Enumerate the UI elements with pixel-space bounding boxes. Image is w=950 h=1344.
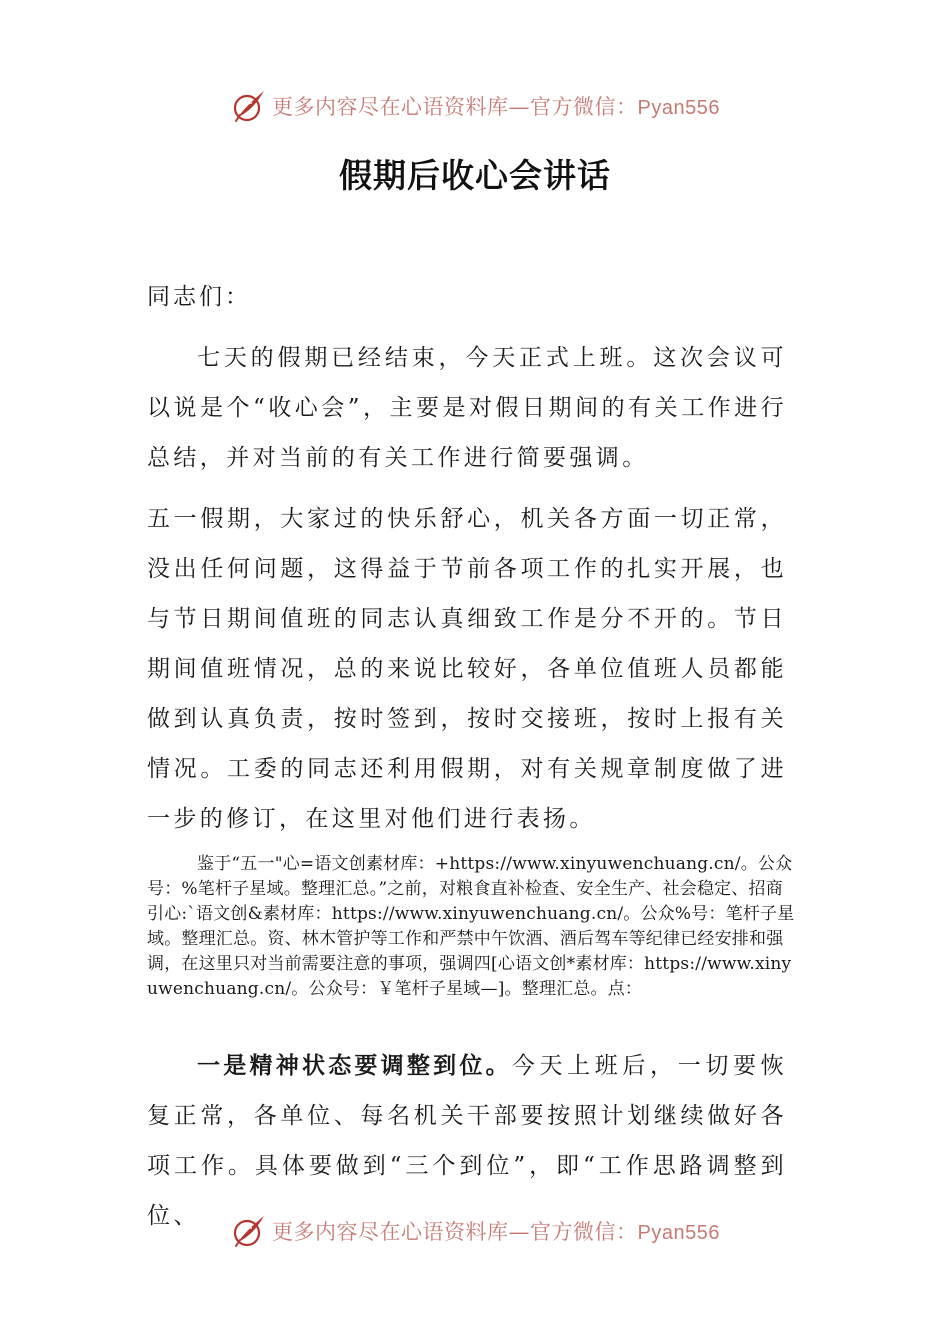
document-title: 假期后收心会讲话 bbox=[339, 156, 611, 195]
paragraph-1: 七天的假期已经结束，今天正式上班。这次会议可以说是个“收心会”，主要是对假日期间的有关工作进行总结，并对当前的有关工作进行简要强调。 bbox=[147, 345, 787, 471]
paragraph-3: 鉴于“五一"心=语文创素材库：+https://www.xinyuwenchuang.cn/。公众号：%笔杆子星域。整理汇总。”之前，对粮食直补检查、安全生产、社会稳定、招商引心:`语文创&素材库：https://www.xinyuwenchuang.cn/。公众%号：笔杆子星域。整理汇总。资、林木管护等工作和严禁中午饮酒、酒后驾车等纪律已经安排和强调，在这里只对当前需要注意的事项，强调四[心语文创*素材库：https://www.xinyuwenchuang.cn/。公众号：￥笔杆子星域—]。整理汇总。点： bbox=[147, 854, 795, 999]
quill-logo-icon bbox=[230, 87, 268, 125]
banner-text: 更多内容尽在心语资料库—官方微信：Pyan556 bbox=[272, 1220, 720, 1244]
paragraph-4-rest: 今天上班后，一切要恢复正常，各单位、每名机关干部要按照计划继续做好各项工作。具体要做到“三个到位”，即“工作思路调整到位、 bbox=[147, 1053, 788, 1229]
banner-wechat-id: Pyan556 bbox=[637, 97, 720, 119]
quill-logo-icon bbox=[230, 1212, 268, 1250]
paragraph-2: 五一假期，大家过的快乐舒心，机关各方面一切正常，没出任何问题，这得益于节前各项工作的扎实开展，也与节日期间值班的同志认真细致工作是分不开的。节日期间值班情况，总的来说比较好，各单位值班人员都能做到认真负责，按时签到，按时交接班，按时上报有关情况。工委的同志还利用假期，对有关规章制度做了进一步的修订，在这里对他们进行表扬。 bbox=[147, 506, 787, 832]
footer-banner bbox=[0, 1209, 950, 1253]
header-banner bbox=[0, 84, 950, 128]
paragraph-4-lead: 一是精神状态要调整到位。 bbox=[197, 1053, 512, 1079]
banner-text: 更多内容尽在心语资料库—官方微信：Pyan556 bbox=[272, 95, 720, 119]
salutation: 同志们： bbox=[147, 284, 251, 310]
banner-wechat-id: Pyan556 bbox=[637, 1222, 720, 1244]
